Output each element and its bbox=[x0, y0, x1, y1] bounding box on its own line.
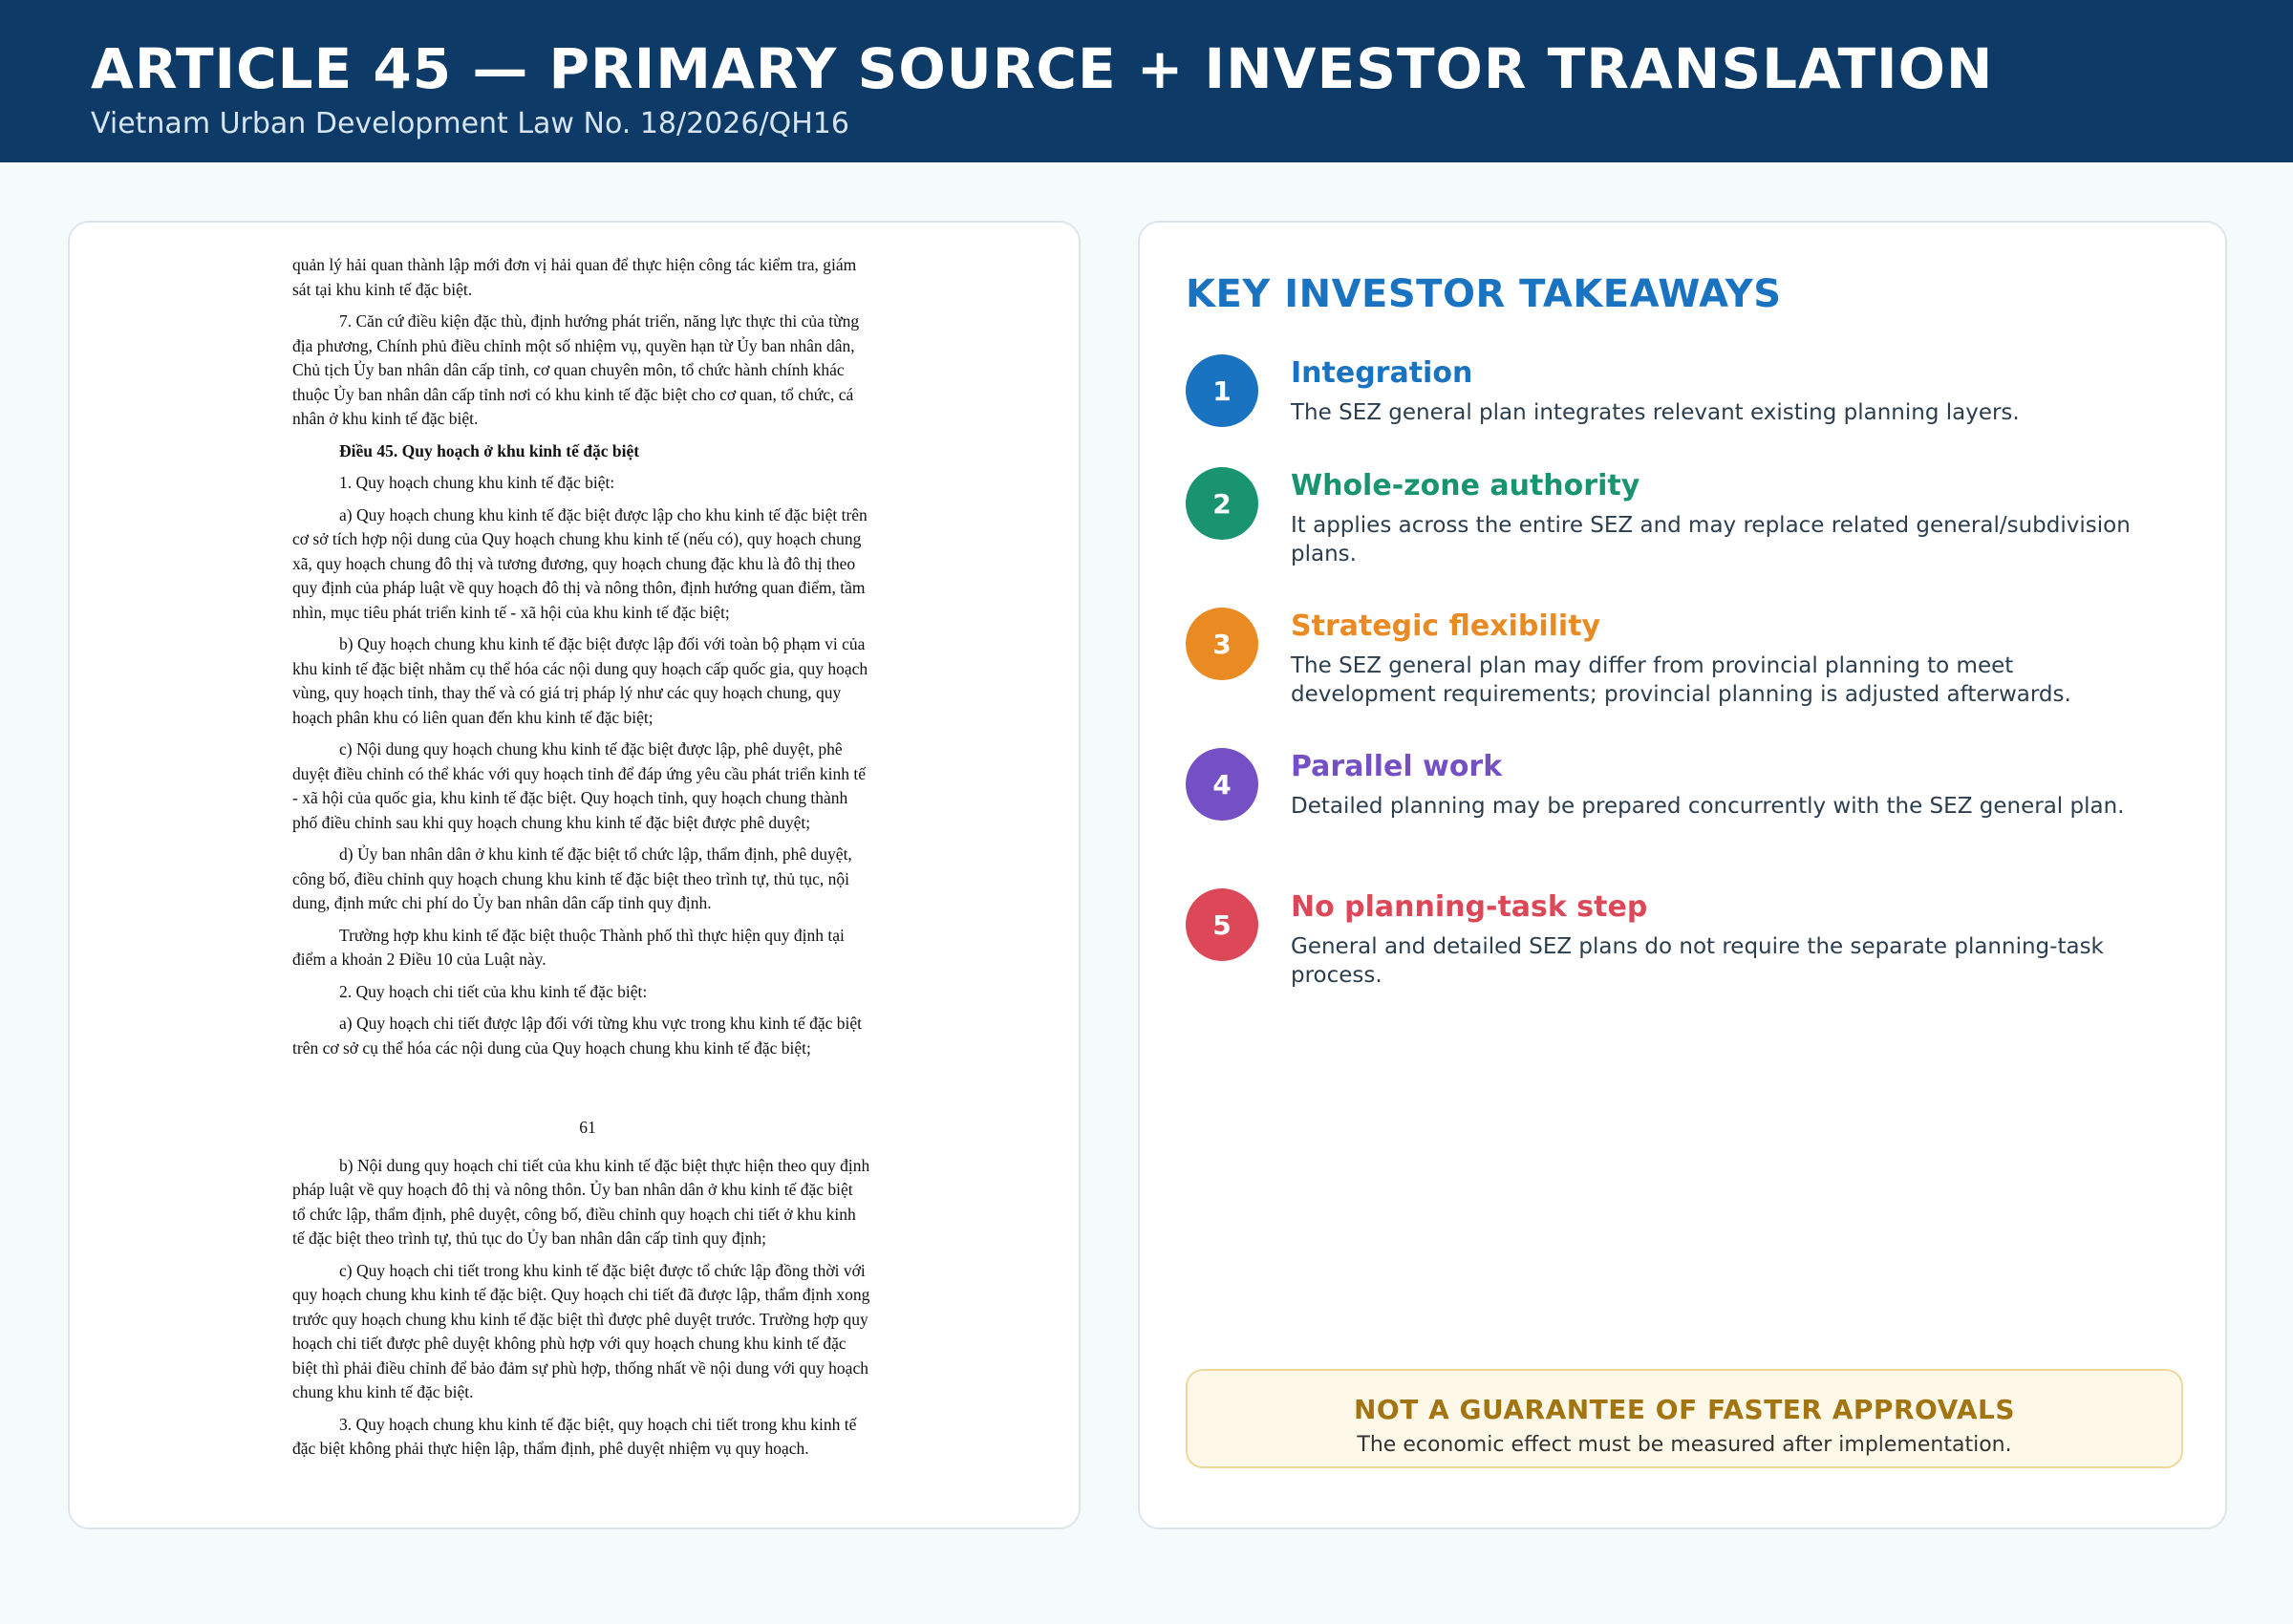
law-line: pháp luật về quy hoạch đô thị và nông thôn. Ủy ban nhân dân ở khu kinh tế đặc biệt bbox=[292, 1180, 853, 1199]
law-paragraph bbox=[292, 310, 959, 432]
law-line: địa phương, Chính phủ điều chỉnh một số nhiệm vụ, quyền hạn từ Ủy ban nhân dân, bbox=[292, 335, 855, 355]
disclaimer-box bbox=[1186, 1369, 2183, 1468]
law-line: nhìn, mục tiêu phát triển kinh tế - xã hội của khu kinh tế đặc biệt; bbox=[292, 602, 730, 622]
law-line: 1. Quy hoạch chung khu kinh tế đặc biệt: bbox=[339, 473, 615, 492]
law-line: thuộc Ủy ban nhân dân cấp tỉnh nơi có khu kinh tế đặc biệt cho cơ quan, tổ chức, cá bbox=[292, 384, 854, 404]
law-line: d) Ủy ban nhân dân ở khu kinh tế đặc biệt tổ chức lập, thẩm định, phê duyệt, bbox=[339, 844, 852, 864]
law-line: a) Quy hoạch chi tiết được lập đối với từng khu vực trong khu kinh tế đặc biệt bbox=[339, 1014, 863, 1033]
law-line: 3. Quy hoạch chung khu kinh tế đặc biệt, quy hoạch chi tiết trong khu kinh tế bbox=[339, 1414, 857, 1434]
law-paragraph bbox=[292, 1012, 959, 1060]
law-line: chung khu kinh tế đặc biệt. bbox=[292, 1382, 474, 1401]
takeaway-description: The SEZ general plan integrates relevant existing planning layers. bbox=[1291, 400, 2020, 425]
takeaway-number-badge: 4 bbox=[1186, 748, 1258, 821]
law-paragraph bbox=[292, 439, 959, 464]
law-paragraph bbox=[292, 1413, 959, 1462]
page-number: 61 bbox=[579, 1118, 596, 1137]
law-page-61 bbox=[292, 253, 959, 1060]
law-line: - xã hội của quốc gia, khu kinh tế đặc biệt. Quy hoạch tỉnh, quy hoạch chung thành bbox=[292, 788, 848, 807]
takeaway-description: Detailed planning may be prepared concurrently with the SEZ general plan. bbox=[1291, 794, 2125, 819]
law-line: trước quy hoạch chung khu kinh tế đặc biệt thì được phê duyệt trước. Trường hợp quy bbox=[292, 1309, 868, 1329]
law-paragraph bbox=[292, 632, 959, 730]
law-line: dung, định mức chi phí do Ủy ban nhân dân cấp tỉnh quy định. bbox=[292, 893, 712, 912]
takeaway-description: It applies across the entire SEZ and may replace related general/subdivision plans. bbox=[1291, 513, 2131, 566]
law-line: Điều 45. Quy hoạch ở khu kinh tế đặc biệt bbox=[339, 440, 640, 460]
law-line: b) Quy hoạch chung khu kinh tế đặc biệt được lập đối với toàn bộ phạm vi của bbox=[339, 634, 866, 653]
law-paragraph bbox=[292, 471, 959, 496]
page-subtitle: Vietnam Urban Development Law No. 18/2026/QH16 bbox=[91, 107, 849, 140]
law-line: c) Nội dung quy hoạch chung khu kinh tế đặc biệt được lập, phê duyệt, phê bbox=[339, 739, 843, 759]
law-line: quy định của pháp luật về quy hoạch đô thị và nông thôn, định hướng quan điểm, tầm bbox=[292, 578, 866, 597]
disclaimer-title: NOT A GUARANTEE OF FASTER APPROVALS bbox=[1353, 1394, 2016, 1425]
law-line: công bố, điều chỉnh quy hoạch chung khu kinh tế đặc biệt theo trình tự, thủ tục, nội bbox=[292, 868, 849, 888]
takeaway-title: Strategic flexibility bbox=[1291, 609, 1601, 643]
takeaway-description: The SEZ general plan may differ from provincial planning to meet development requirements; provincial planning is adjusted afterwards. bbox=[1291, 653, 2071, 707]
law-line: hoạch chi tiết được phê duyệt không phù hợp với quy hoạch chung khu kinh tế đặc bbox=[292, 1334, 846, 1353]
takeaway-description: General and detailed SEZ plans do not require the separate planning-task process. bbox=[1291, 934, 2104, 988]
law-line: duyệt điều chỉnh có thể khác với quy hoạch tỉnh để đáp ứng yêu cầu phát triển kinh tế bbox=[292, 763, 866, 783]
law-paragraph bbox=[292, 503, 959, 626]
law-line: hoạch phân khu có liên quan đến khu kinh tế đặc biệt; bbox=[292, 707, 654, 727]
law-line: Chủ tịch Ủy ban nhân dân cấp tỉnh, cơ quan chuyên môn, tổ chức hành chính khác bbox=[292, 360, 845, 379]
takeaways-panel bbox=[1138, 221, 2227, 1529]
law-line: 7. Căn cứ điều kiện đặc thù, định hướng phát triển, năng lực thực thi của từng bbox=[339, 311, 860, 331]
law-line: phố điều chỉnh sau khi quy hoạch chung khu kinh tế đặc biệt được phê duyệt; bbox=[292, 812, 811, 832]
takeaway-number-badge: 2 bbox=[1186, 467, 1258, 540]
takeaway-title: Integration bbox=[1291, 356, 1473, 390]
disclaimer-text: The economic effect must be measured after implementation. bbox=[1357, 1433, 2012, 1457]
law-paragraph bbox=[292, 980, 959, 1005]
header-banner bbox=[0, 0, 2293, 162]
takeaways-title: KEY INVESTOR TAKEAWAYS bbox=[1186, 272, 1782, 316]
law-line: tế đặc biệt theo trình tự, thủ tục do Ủy ban nhân dân cấp tỉnh quy định; bbox=[292, 1229, 766, 1248]
law-line: xã, quy hoạch chung đô thị và tương đương, quy hoạch chung đặc khu là đô thị theo bbox=[292, 553, 856, 573]
takeaway-number-badge: 1 bbox=[1186, 354, 1258, 427]
takeaway-title: No planning-task step bbox=[1291, 890, 1648, 924]
law-paragraph bbox=[292, 737, 959, 835]
law-paragraph bbox=[292, 924, 959, 972]
law-line: sát tại khu kinh tế đặc biệt. bbox=[292, 279, 473, 299]
page-title: ARTICLE 45 — PRIMARY SOURCE + INVESTOR TRANSLATION bbox=[91, 36, 1994, 101]
law-paragraph bbox=[292, 1259, 959, 1405]
law-line: vùng, quy hoạch tỉnh, thay thế và có giá trị pháp lý như các quy hoạch chung, quy bbox=[292, 683, 842, 702]
takeaway-number-badge: 3 bbox=[1186, 608, 1258, 680]
law-paragraph bbox=[292, 253, 959, 302]
law-line: đặc biệt không phải thực hiện lập, thẩm định, phê duyệt nhiệm vụ quy hoạch. bbox=[292, 1439, 809, 1458]
takeaway-number-badge: 5 bbox=[1186, 888, 1258, 961]
law-paragraph bbox=[292, 1154, 959, 1251]
law-line: tổ chức lập, thẩm định, phê duyệt, công bố, điều chỉnh quy hoạch chi tiết ở khu kinh bbox=[292, 1204, 856, 1224]
law-line: trên cơ sở cụ thể hóa các nội dung của Quy hoạch chung khu kinh tế đặc biệt; bbox=[292, 1037, 811, 1058]
law-page-62 bbox=[292, 1154, 959, 1462]
law-line: b) Nội dung quy hoạch chi tiết của khu kinh tế đặc biệt thực hiện theo quy định bbox=[339, 1155, 870, 1175]
law-line: quản lý hải quan thành lập mới đơn vị hải quan để thực hiện công tác kiểm tra, giám bbox=[292, 255, 857, 274]
law-line: 2. Quy hoạch chi tiết của khu kinh tế đặc biệt: bbox=[339, 981, 648, 1001]
law-line: Trường hợp khu kinh tế đặc biệt thuộc Thành phố thì thực hiện quy định tại bbox=[339, 925, 845, 945]
takeaway-title: Whole-zone authority bbox=[1291, 469, 1640, 502]
law-paragraph bbox=[292, 843, 959, 916]
law-line: quy hoạch chung khu kinh tế đặc biệt. Quy hoạch chi tiết đã được lập, thẩm định xong bbox=[292, 1285, 870, 1304]
law-scan-page bbox=[292, 253, 959, 1495]
law-line: a) Quy hoạch chung khu kinh tế đặc biệt được lập cho khu kinh tế đặc biệt trên bbox=[339, 504, 868, 524]
takeaway-title: Parallel work bbox=[1291, 750, 1503, 783]
law-line: biệt thì phải điều chỉnh để bảo đảm sự phù hợp, thống nhất về nội dung với quy hoạch bbox=[292, 1357, 868, 1378]
law-line: cơ sở tích hợp nội dung của Quy hoạch chung khu kinh tế (nếu có), quy hoạch chung bbox=[292, 529, 862, 548]
source-document-panel bbox=[68, 221, 1081, 1529]
law-line: điểm a khoản 2 Điều 10 của Luật này. bbox=[292, 950, 546, 969]
law-line: c) Quy hoạch chi tiết trong khu kinh tế đặc biệt được tổ chức lập đồng thời với bbox=[339, 1260, 866, 1280]
law-line: khu kinh tế đặc biệt nhằm cụ thể hóa các nội dung quy hoạch cấp quốc gia, quy hoạch bbox=[292, 658, 868, 678]
law-line: nhân ở khu kinh tế đặc biệt. bbox=[292, 409, 479, 428]
